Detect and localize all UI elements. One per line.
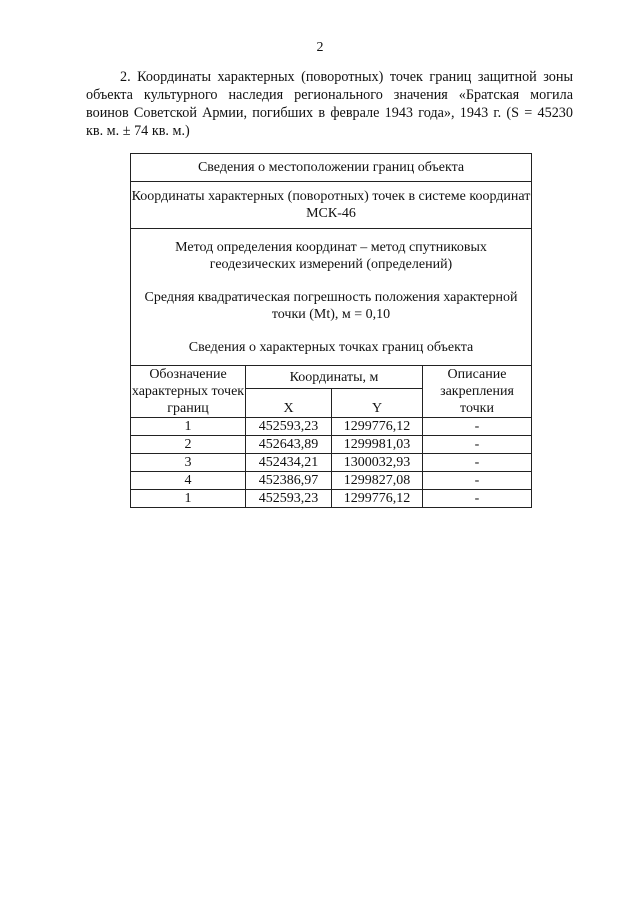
table-row — [131, 418, 532, 436]
cell-description: - — [423, 472, 532, 490]
header-description: Описание закрепления точки — [423, 366, 532, 418]
cell-x: 452593,23 — [246, 418, 332, 436]
cell-x: 452386,97 — [246, 472, 332, 490]
table-row — [131, 490, 532, 508]
coordinates-table — [130, 153, 532, 508]
cell-description: - — [423, 418, 532, 436]
header-x: X — [246, 389, 332, 418]
cell-point: 2 — [131, 436, 246, 454]
header-y: Y — [332, 389, 423, 418]
header-designation: Обозначение характерных точек границ — [131, 367, 245, 416]
cell-point: 3 — [131, 454, 246, 472]
cell-y: 1299776,12 — [332, 490, 423, 508]
header-coordinates: Координаты, м — [246, 366, 423, 389]
table-row — [131, 436, 532, 454]
cell-y: 1300032,93 — [332, 454, 423, 472]
cell-description: - — [423, 490, 532, 508]
method-cell — [131, 229, 532, 366]
cell-point: 4 — [131, 472, 246, 490]
intro-paragraph: 2. Координаты характерных (поворотных) точек границ защитной зоны объекта культурного наследия регионального значения «Братская могила воинов Советской Армии, погибших в феврале 1943 года», 1943 г. (S = 45230 кв. м. ± 74 кв. м.) — [86, 69, 573, 139]
cell-x: 452593,23 — [246, 490, 332, 508]
accuracy-text: Средняя квадратическая погрешность положения характерной точки (Mt), м = 0,10 — [144, 289, 518, 322]
table-row — [131, 454, 532, 472]
cell-description: - — [423, 436, 532, 454]
points-heading: Сведения о характерных точках границ объекта — [188, 339, 474, 355]
table-row — [131, 472, 532, 490]
cell-y: 1299827,08 — [332, 472, 423, 490]
cell-description: - — [423, 454, 532, 472]
cell-y: 1299981,03 — [332, 436, 423, 454]
coordinate-system-cell: Координаты характерных (поворотных) точек в системе координат МСК-46 — [131, 182, 532, 229]
cell-point: 1 — [131, 490, 246, 508]
table-title: Сведения о местоположении границ объекта — [131, 154, 532, 182]
method-text: Метод определения координат – метод спутниковых геодезических измерений (определений) — [175, 239, 487, 272]
cell-point: 1 — [131, 418, 246, 436]
cell-y: 1299776,12 — [332, 418, 423, 436]
page-number: 2 — [316, 40, 324, 55]
cell-x: 452643,89 — [246, 436, 332, 454]
cell-x: 452434,21 — [246, 454, 332, 472]
